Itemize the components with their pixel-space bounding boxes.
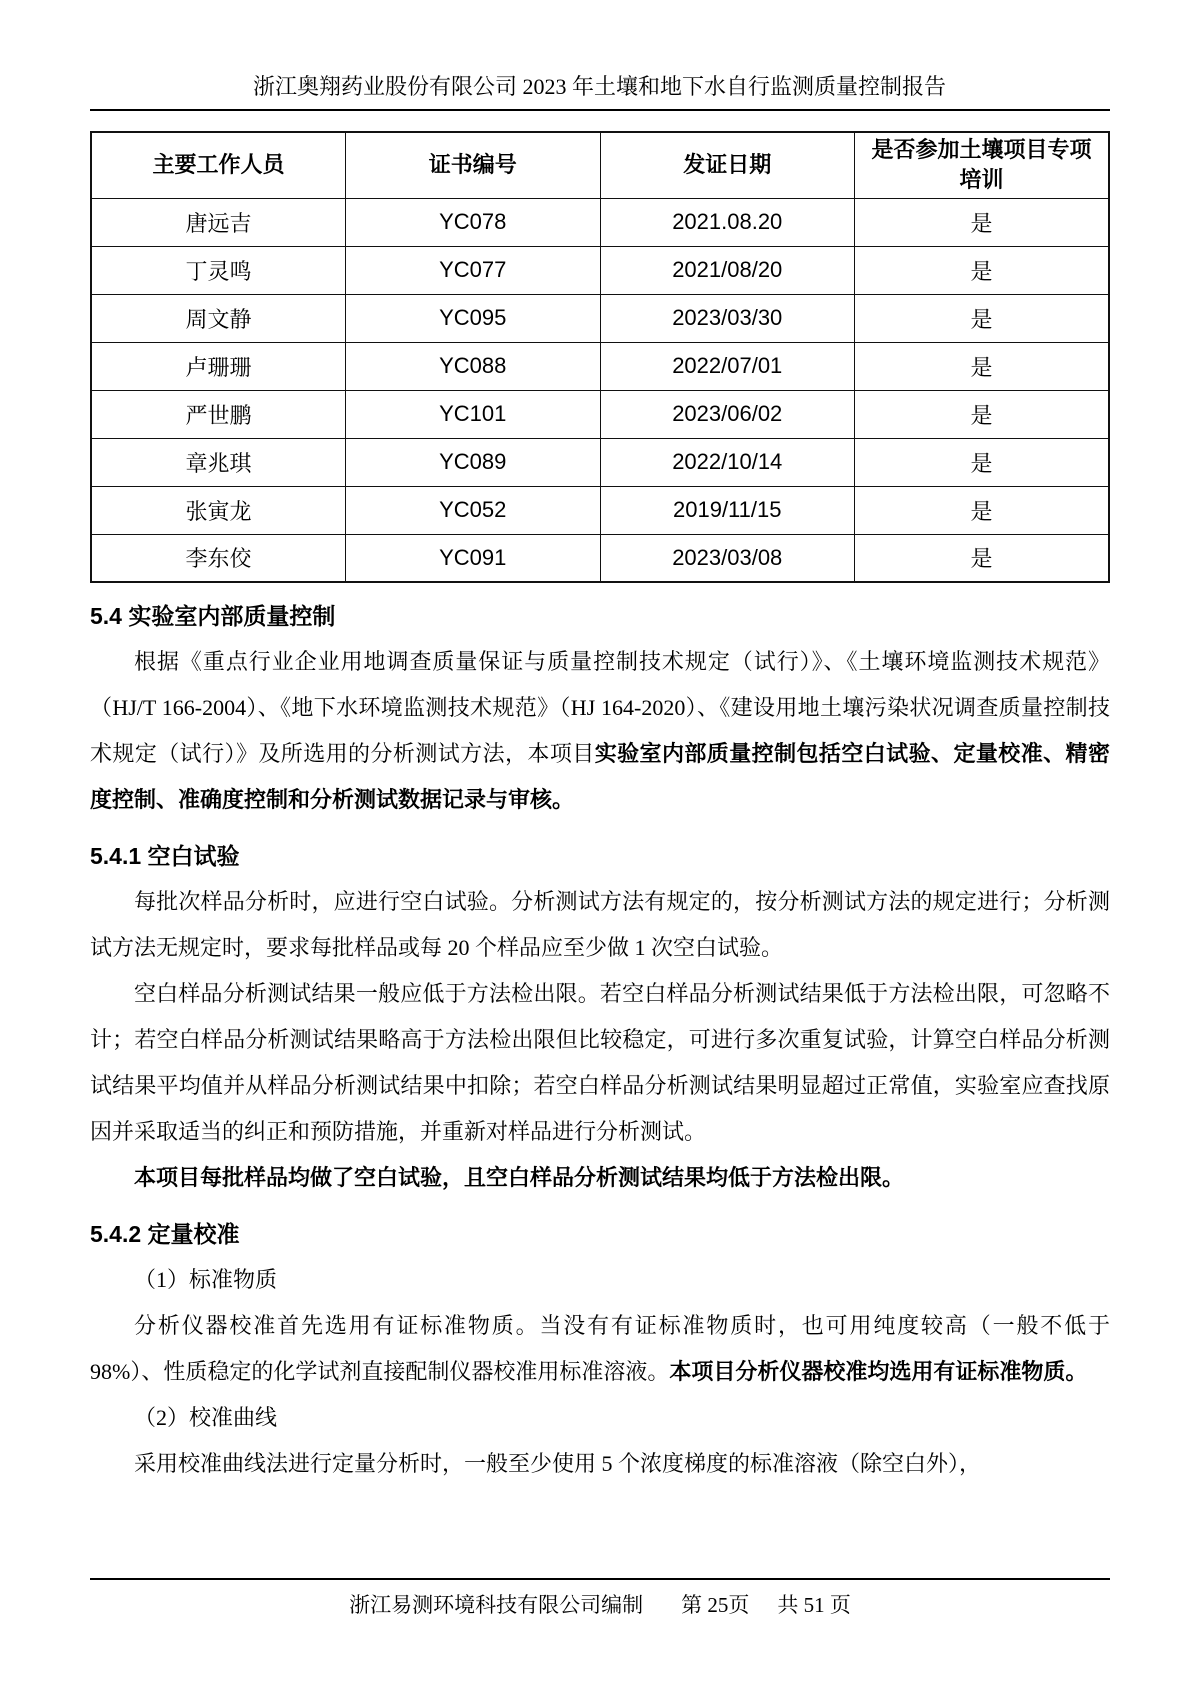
cert-number: YC101 <box>346 390 601 438</box>
issue-date: 2022/10/14 <box>600 438 855 486</box>
issue-date: 2023/03/30 <box>600 294 855 342</box>
paragraph-text: 分析仪器校准首先选用有证标准物质。当没有有证标准物质时，也可用纯度较高（一般不低于 98%）、性质稳定的化学试剂直接配制仪器校准用标准溶液。 <box>90 1313 1110 1384</box>
section-heading-5-4-1: 5.4.1 空白试验 <box>90 843 240 869</box>
personnel-certification-table <box>90 131 1110 583</box>
cert-number: YC052 <box>346 486 601 534</box>
paragraph-bold-statement: 本项目分析仪器校准均选用有证标准物质。 <box>669 1359 1088 1384</box>
list-item-standard-substance: （1）标准物质 <box>134 1267 278 1292</box>
footer-page-total: 共 51 页 <box>777 1593 851 1617</box>
table-row <box>91 486 1109 534</box>
col-header-issue-date: 发证日期 <box>600 132 855 198</box>
footer-page-number: 第 25页 <box>681 1593 750 1617</box>
issue-date: 2021/08/20 <box>600 246 855 294</box>
worker-name: 李东佼 <box>91 534 346 582</box>
cert-number: YC078 <box>346 198 601 246</box>
training-flag: 是 <box>855 486 1110 534</box>
paragraph-5-4-intro <box>90 639 1110 823</box>
table-row <box>91 438 1109 486</box>
cert-number: YC077 <box>346 246 601 294</box>
cert-number: YC095 <box>346 294 601 342</box>
list-item-calibration-curve: （2）校准曲线 <box>134 1405 278 1430</box>
col-header-worker: 主要工作人员 <box>91 132 346 198</box>
table-row <box>91 294 1109 342</box>
table-row <box>91 198 1109 246</box>
paragraph-standard-substance <box>90 1303 1110 1395</box>
paragraph-blank-test-1: 每批次样品分析时，应进行空白试验。分析测试方法有规定的，按分析测试方法的规定进行；分析测试方法无规定时，要求每批样品或每 20 个样品应至少做 1 次空白试验。 <box>90 889 1110 960</box>
col-header-cert-no: 证书编号 <box>346 132 601 198</box>
cert-number: YC088 <box>346 342 601 390</box>
worker-name: 章兆琪 <box>91 438 346 486</box>
col-header-training: 是否参加土壤项目专项培训 <box>855 132 1110 198</box>
paragraph-blank-test-conclusion: 本项目每批样品均做了空白试验，且空白样品分析测试结果均低于方法检出限。 <box>134 1165 905 1190</box>
training-flag: 是 <box>855 342 1110 390</box>
footer-publisher: 浙江易测环境科技有限公司编制 <box>349 1593 644 1617</box>
issue-date: 2022/07/01 <box>600 342 855 390</box>
cert-number: YC089 <box>346 438 601 486</box>
paragraph-bold-statement: 实验室内部质量控制包括空白试验、定量校准、精密度控制、准确度控制和分析测试数据记录与审核。 <box>90 741 1110 812</box>
paragraph-blank-test-2: 空白样品分析测试结果一般应低于方法检出限。若空白样品分析测试结果低于方法检出限，可忽略不计；若空白样品分析测试结果略高于方法检出限但比较稳定，可进行多次重复试验，计算空白样品分析测试结果平均值并从样品分析测试结果中扣除；若空白样品分析测试结果明显超过正常值，实验室应查找原因并采取适当的纠正和预防措施，并重新对样品进行分析测试。 <box>90 981 1110 1144</box>
table-row <box>91 390 1109 438</box>
worker-name: 丁灵鸣 <box>91 246 346 294</box>
worker-name: 严世鹏 <box>91 390 346 438</box>
table-row <box>91 342 1109 390</box>
worker-name: 卢珊珊 <box>91 342 346 390</box>
worker-name: 周文静 <box>91 294 346 342</box>
training-flag: 是 <box>855 198 1110 246</box>
header-divider <box>90 109 1110 111</box>
training-flag: 是 <box>855 294 1110 342</box>
training-flag: 是 <box>855 438 1110 486</box>
training-flag: 是 <box>855 534 1110 582</box>
issue-date: 2023/03/08 <box>600 534 855 582</box>
worker-name: 张寅龙 <box>91 486 346 534</box>
training-flag: 是 <box>855 246 1110 294</box>
training-flag: 是 <box>855 390 1110 438</box>
issue-date: 2019/11/15 <box>600 486 855 534</box>
table-row <box>91 534 1109 582</box>
section-heading-5-4: 5.4 实验室内部质量控制 <box>90 603 336 629</box>
worker-name: 唐远吉 <box>91 198 346 246</box>
section-heading-5-4-2: 5.4.2 定量校准 <box>90 1221 240 1247</box>
paragraph-calibration-curve: 采用校准曲线法进行定量分析时，一般至少使用 5 个浓度梯度的标准溶液（除空白外）， <box>134 1451 982 1476</box>
cert-number: YC091 <box>346 534 601 582</box>
issue-date: 2021.08.20 <box>600 198 855 246</box>
issue-date: 2023/06/02 <box>600 390 855 438</box>
page-content <box>0 131 1199 1487</box>
paragraph-text: 根据《重点行业企业用地调查质量保证与质量控制技术规定（试行）》、《土壤环境监测技术规范》（HJ/T 166-2004）、《地下水环境监测技术规范》（HJ 164-2020）、《建设用地土壤污染状况调查质量控制技术规定（试行）》及所选用的分析测试方法，本项目 <box>90 649 1110 766</box>
table-header-row <box>91 132 1109 198</box>
running-header-title: 浙江奥翔药业股份有限公司 2023 年土壤和地下水自行监测质量控制报告 <box>252 74 946 99</box>
running-footer <box>90 1578 1110 1619</box>
table-row <box>91 246 1109 294</box>
